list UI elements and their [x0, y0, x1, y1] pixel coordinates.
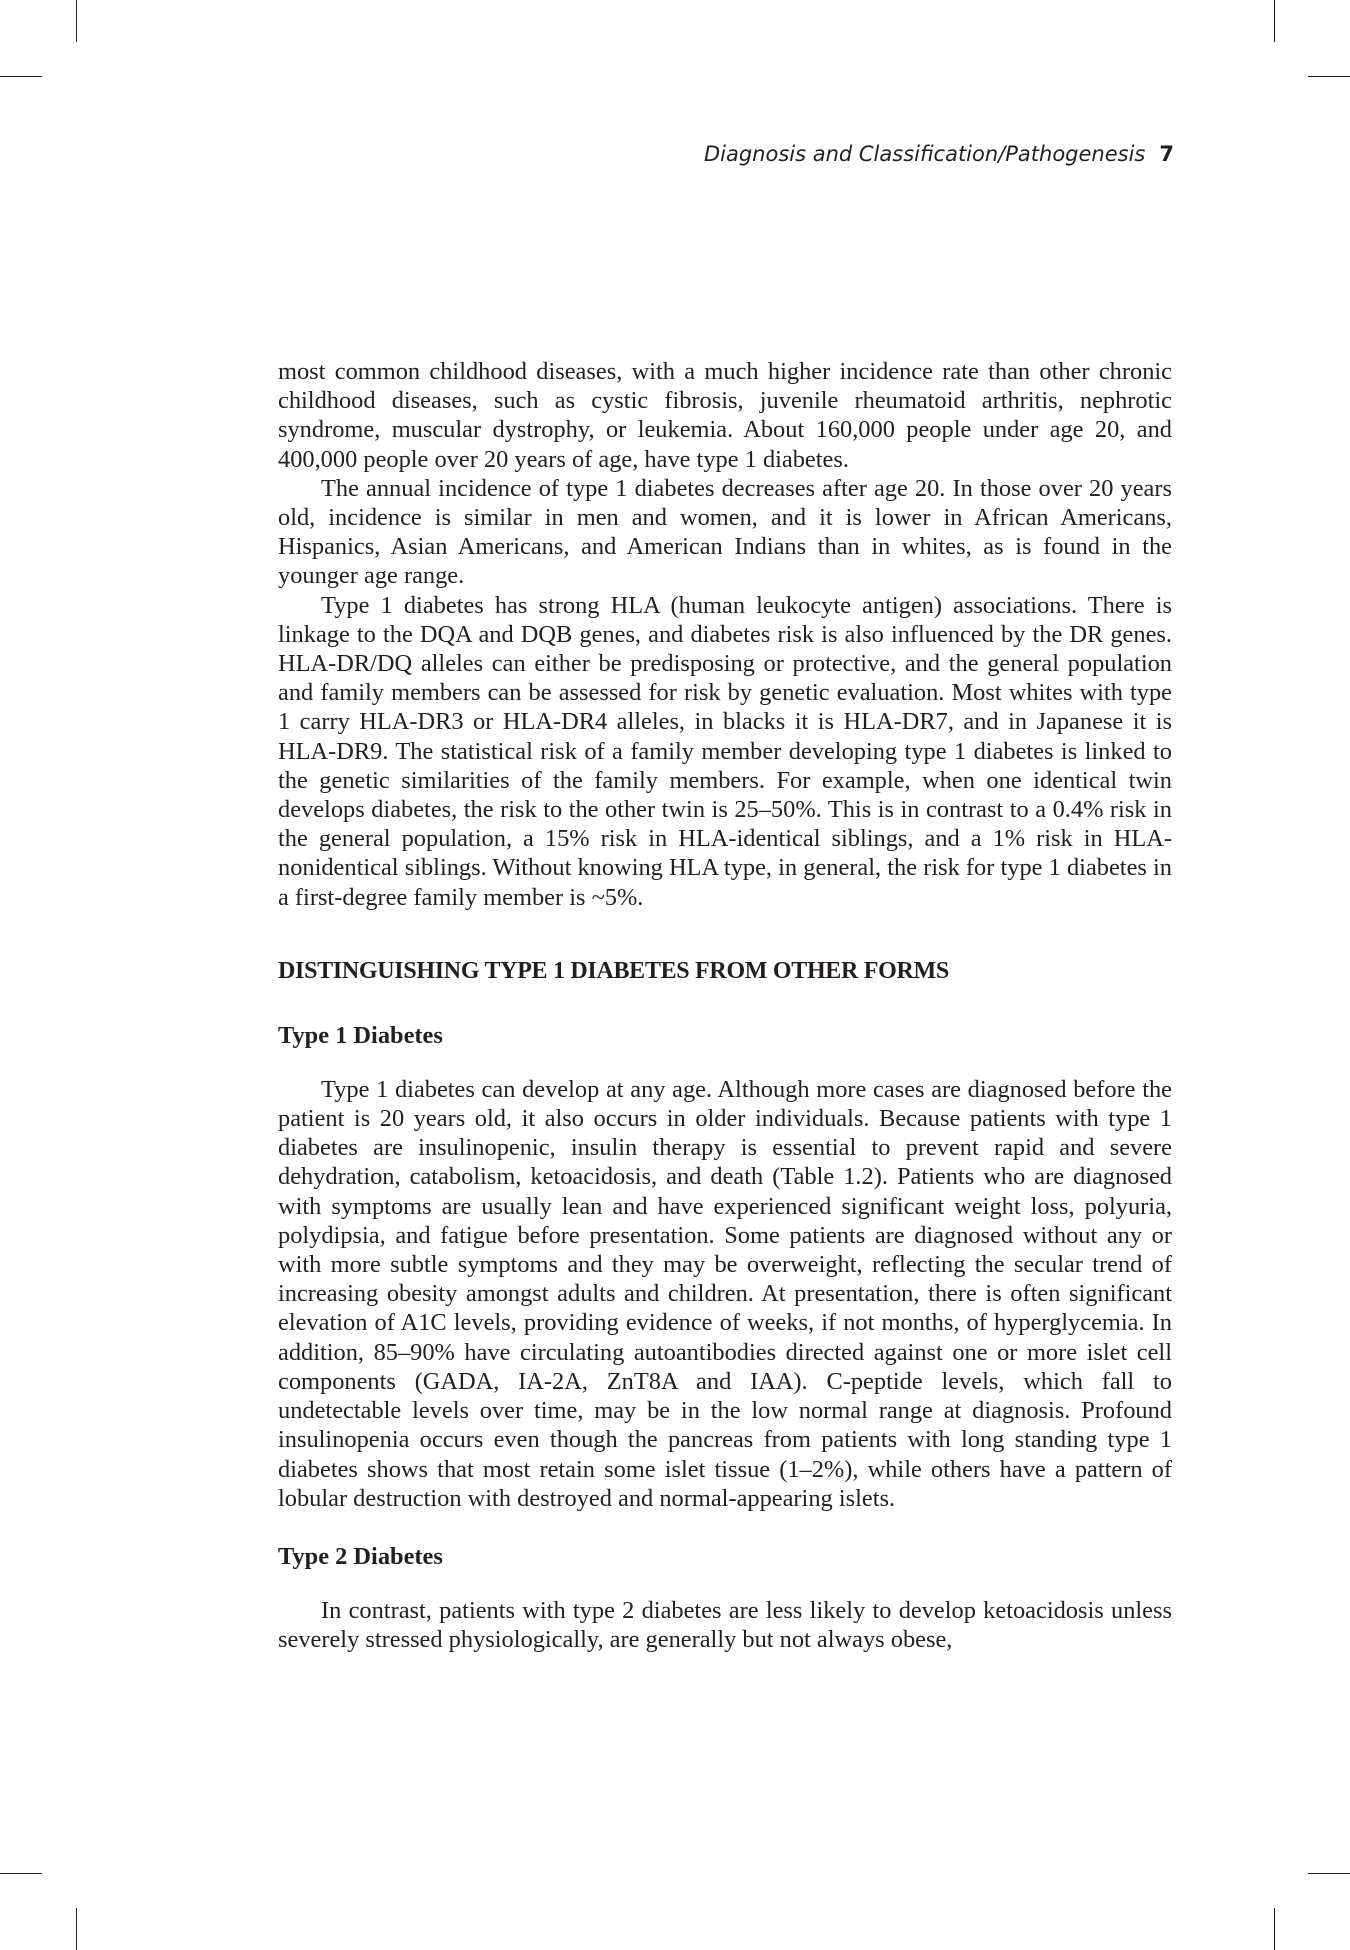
subsection-heading-type2: Type 2 Diabetes: [278, 1542, 443, 1570]
paragraph-1: most common childhood diseases, with a much higher incidence rate than other chronic childhood diseases, such as cystic fibrosis, juvenile rheumatoid arthritis, nephrotic syndrome, muscular dystrophy, or leukemia. About 160,000 people under age 20, and 400,000 people over 20 years of age, have type 1 diabetes.: [278, 358, 1172, 473]
crop-mark-bottom-right-vertical: [1274, 1908, 1275, 1950]
paragraph-3: Type 1 diabetes has strong HLA (human leukocyte antigen) associations. There is linkage to the DQA and DQB genes, and diabetes risk is also influenced by the DR genes. HLA-DR/DQ alleles can either be predisposing or protective, and the general population and family members can be assessed for risk by genetic evaluation. Most whites with type 1 carry HLA-DR3 or HLA-DR4 alleles, in blacks it is HLA-DR7, and in Japanese it is HLA-DR9. The statistical risk of a family member developing type 1 diabetes is linked to the genetic similarities of the family members. For example, when one identical twin develops diabetes, the risk to the other twin is 25–50%. This is in contrast to a 0.4% risk in the general population, a 15% risk in HLA-identical siblings, and a 1% risk in HLA-nonidentical siblings. Without knowing HLA type, in general, the risk for type 1 diabetes in a first-degree family member is ~5%.: [278, 591, 1172, 911]
paragraph-5: In contrast, patients with type 2 diabetes are less likely to develop ketoacidosis unless severely stressed physiologically, are generally but not always obese,: [278, 1596, 1172, 1654]
body-text: [278, 357, 1172, 1654]
crop-mark-top-right-vertical: [1274, 0, 1275, 42]
crop-mark-top-left-horizontal: [0, 76, 42, 77]
crop-mark-bottom-right-horizontal: [1308, 1873, 1350, 1874]
section-heading: DISTINGUISHING TYPE 1 DIABETES FROM OTHER FORMS: [278, 957, 949, 984]
page-number: 7: [1159, 142, 1174, 166]
crop-mark-bottom-left-horizontal: [0, 1873, 42, 1874]
paragraph-4: Type 1 diabetes can develop at any age. Although more cases are diagnosed before the patient is 20 years old, it also occurs in older individuals. Because patients with type 1 diabetes are insulinopenic, insulin therapy is essential to prevent rapid and severe dehydration, catabolism, ketoacidosis, and death (Table 1.2). Patients who are diagnosed with symptoms are usually lean and have experienced significant weight loss, polyuria, polydipsia, and fatigue before presentation. Some patients are diagnosed without any or with more subtle symptoms and they may be overweight, reflecting the secular trend of increasing obesity amongst adults and children. At presentation, there is often significant elevation of A1C levels, providing evidence of weeks, if not months, of hyperglycemia. In addition, 85–90% have circulating autoantibodies directed against one or more islet cell components (GADA, IA-2A, ZnT8A and IAA). C-peptide levels, which fall to undetectable levels over time, may be in the low normal range at diagnosis. Profound insulinopenia occurs even though the pancreas from patients with long standing type 1 diabetes shows that most retain some islet tissue (1–2%), while others have a pattern of lobular destruction with destroyed and normal-appearing islets.: [278, 1075, 1172, 1512]
crop-mark-bottom-left-vertical: [76, 1908, 77, 1950]
crop-mark-top-right-horizontal: [1308, 76, 1350, 77]
crop-mark-top-left-vertical: [76, 0, 77, 42]
running-head-title: Diagnosis and Classification/Pathogenesis: [703, 142, 1146, 166]
running-head: [704, 139, 1174, 169]
subsection-heading-type1: Type 1 Diabetes: [278, 1021, 443, 1049]
paragraph-2: The annual incidence of type 1 diabetes decreases after age 20. In those over 20 years old, incidence is similar in men and women, and it is lower in African Americans, Hispanics, Asian Americans, and American Indians than in whites, as is found in the younger age range.: [278, 474, 1172, 590]
